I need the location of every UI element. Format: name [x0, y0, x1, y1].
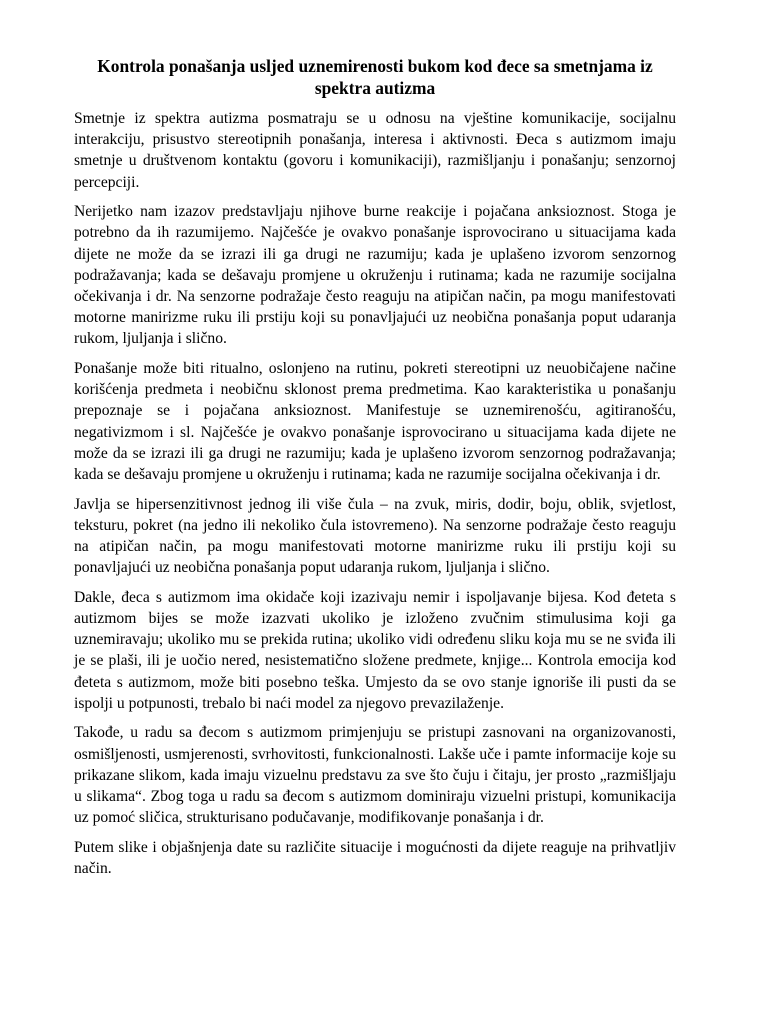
- document-title: Kontrola ponašanja usljed uznemirenosti bukom kod đece sa smetnjama iz spektra autizma: [97, 56, 653, 98]
- paragraph-conclusion: Putem slike i objašnjenja date su različite situacije i mogućnosti da dijete reaguje na prihvatljiv način.: [74, 838, 676, 878]
- paragraph-triggers: Dakle, đeca s autizmom ima okidače koji izazivaju nemir i ispoljavanje bijesa. Kod đeteta s autizmom bijes se može izazvati ukoliko je izloženo zvučnim stimulusima koji ga uznemiravaju; ukoliko mu se prekida rutina; ukoliko vidi određenu sliku koja mu se ne sviđa ili je se plaši, ili je uočio nered, nesistematično složene predmete, knjige... Kontrola emocija kod đeteta s autizmom, može biti posebno teška. Umjesto da se ovo stanje ignoriše ili pusti da se ispolji u potpunosti, trebalo bi naći model za njegovo prevazilaženje.: [74, 588, 676, 712]
- paragraph-intro: Smetnje iz spektra autizma posmatraju se u odnosu na vještine komunikacije, socijalnu interakciju, prisustvo stereotipnih ponašanja, interesa i aktivnosti. Đeca s autizmom imaju smetnje u društvenom kontaktu (govoru i komunikaciji), razmišljanju i ponašanju; senzornoj percepciji.: [74, 110, 676, 191]
- paragraph-approaches: Takođe, u radu sa đecom s autizmom primjenjuju se pristupi zasnovani na organizovanosti, osmišljenosti, usmjerenosti, svrhovitosti, funkcionalnosti. Lakše uče i pamte informacije koje su prikazane slikom, kada imaju vizuelnu predstavu za sve što čuju i čitaju, jer prosto „razmišljaju u slikama“. Zbog toga u radu sa đecom s autizmom dominiraju vizuelni pristupi, komunikacija uz pomoć sličica, strukturisano podučavanje, modifikovanje ponašanja i dr.: [74, 724, 676, 827]
- paragraph-hypersensitivity: Javlja se hipersenzitivnost jednog ili više čula – na zvuk, miris, dodir, boju, oblik, svjetlost, teksturu, pokret (na jedno ili nekoliko čula istovremeno). Na senzorne podražaje često reaguju na atipičan način, pa mogu manifestovati motorne manirizme ruku ili prstiju koji su ponavljajući uz neobična ponašanja poput udaranja rukom, ljuljanja i slično.: [74, 495, 676, 577]
- paragraph-reactions: Nerijetko nam izazov predstavljaju njihove burne reakcije i pojačana anksioznost. Stoga je potrebno da ih razumijemo. Najčešće je ovakvo ponašanje isprovocirano u situacijama kada dijete ne može da se izrazi ili ga drugi ne razumiju; kada je uplašeno izvorom senzornog podražavanja; kada se dešavaju promjene u okruženju i rutinama; kada ne razumije socijalna očekivanja i dr. Na senzorne podražaje često reaguju na atipičan način, pa mogu manifestovati motorne manirizme ruku ili prstiju koji su ponavljajući uz neobična ponašanja poput udaranja rukom, ljuljanja i slično.: [74, 203, 676, 348]
- paragraph-ritual-behavior: Ponašanje može biti ritualno, oslonjeno na rutinu, pokreti stereotipni uz neuobičajene načine korišćenja predmeta i neobičnu sklonost prema predmetima. Kao karakteristika u ponašanju prepoznaje se i pojačana anksioznost. Manifestuje se uznemirenošću, agitiranošću, negativizmom i sl. Najčešće je ovakvo ponašanje isprovocirano u situacijama kada dijete ne može da se izrazi ili ga drugi ne razumiju; kada je uplašeno izvorom senzornog podražavanja; kada se dešavaju promjene u okruženju i rutinama; kada ne razumije socijalna očekivanja i dr.: [74, 360, 676, 484]
